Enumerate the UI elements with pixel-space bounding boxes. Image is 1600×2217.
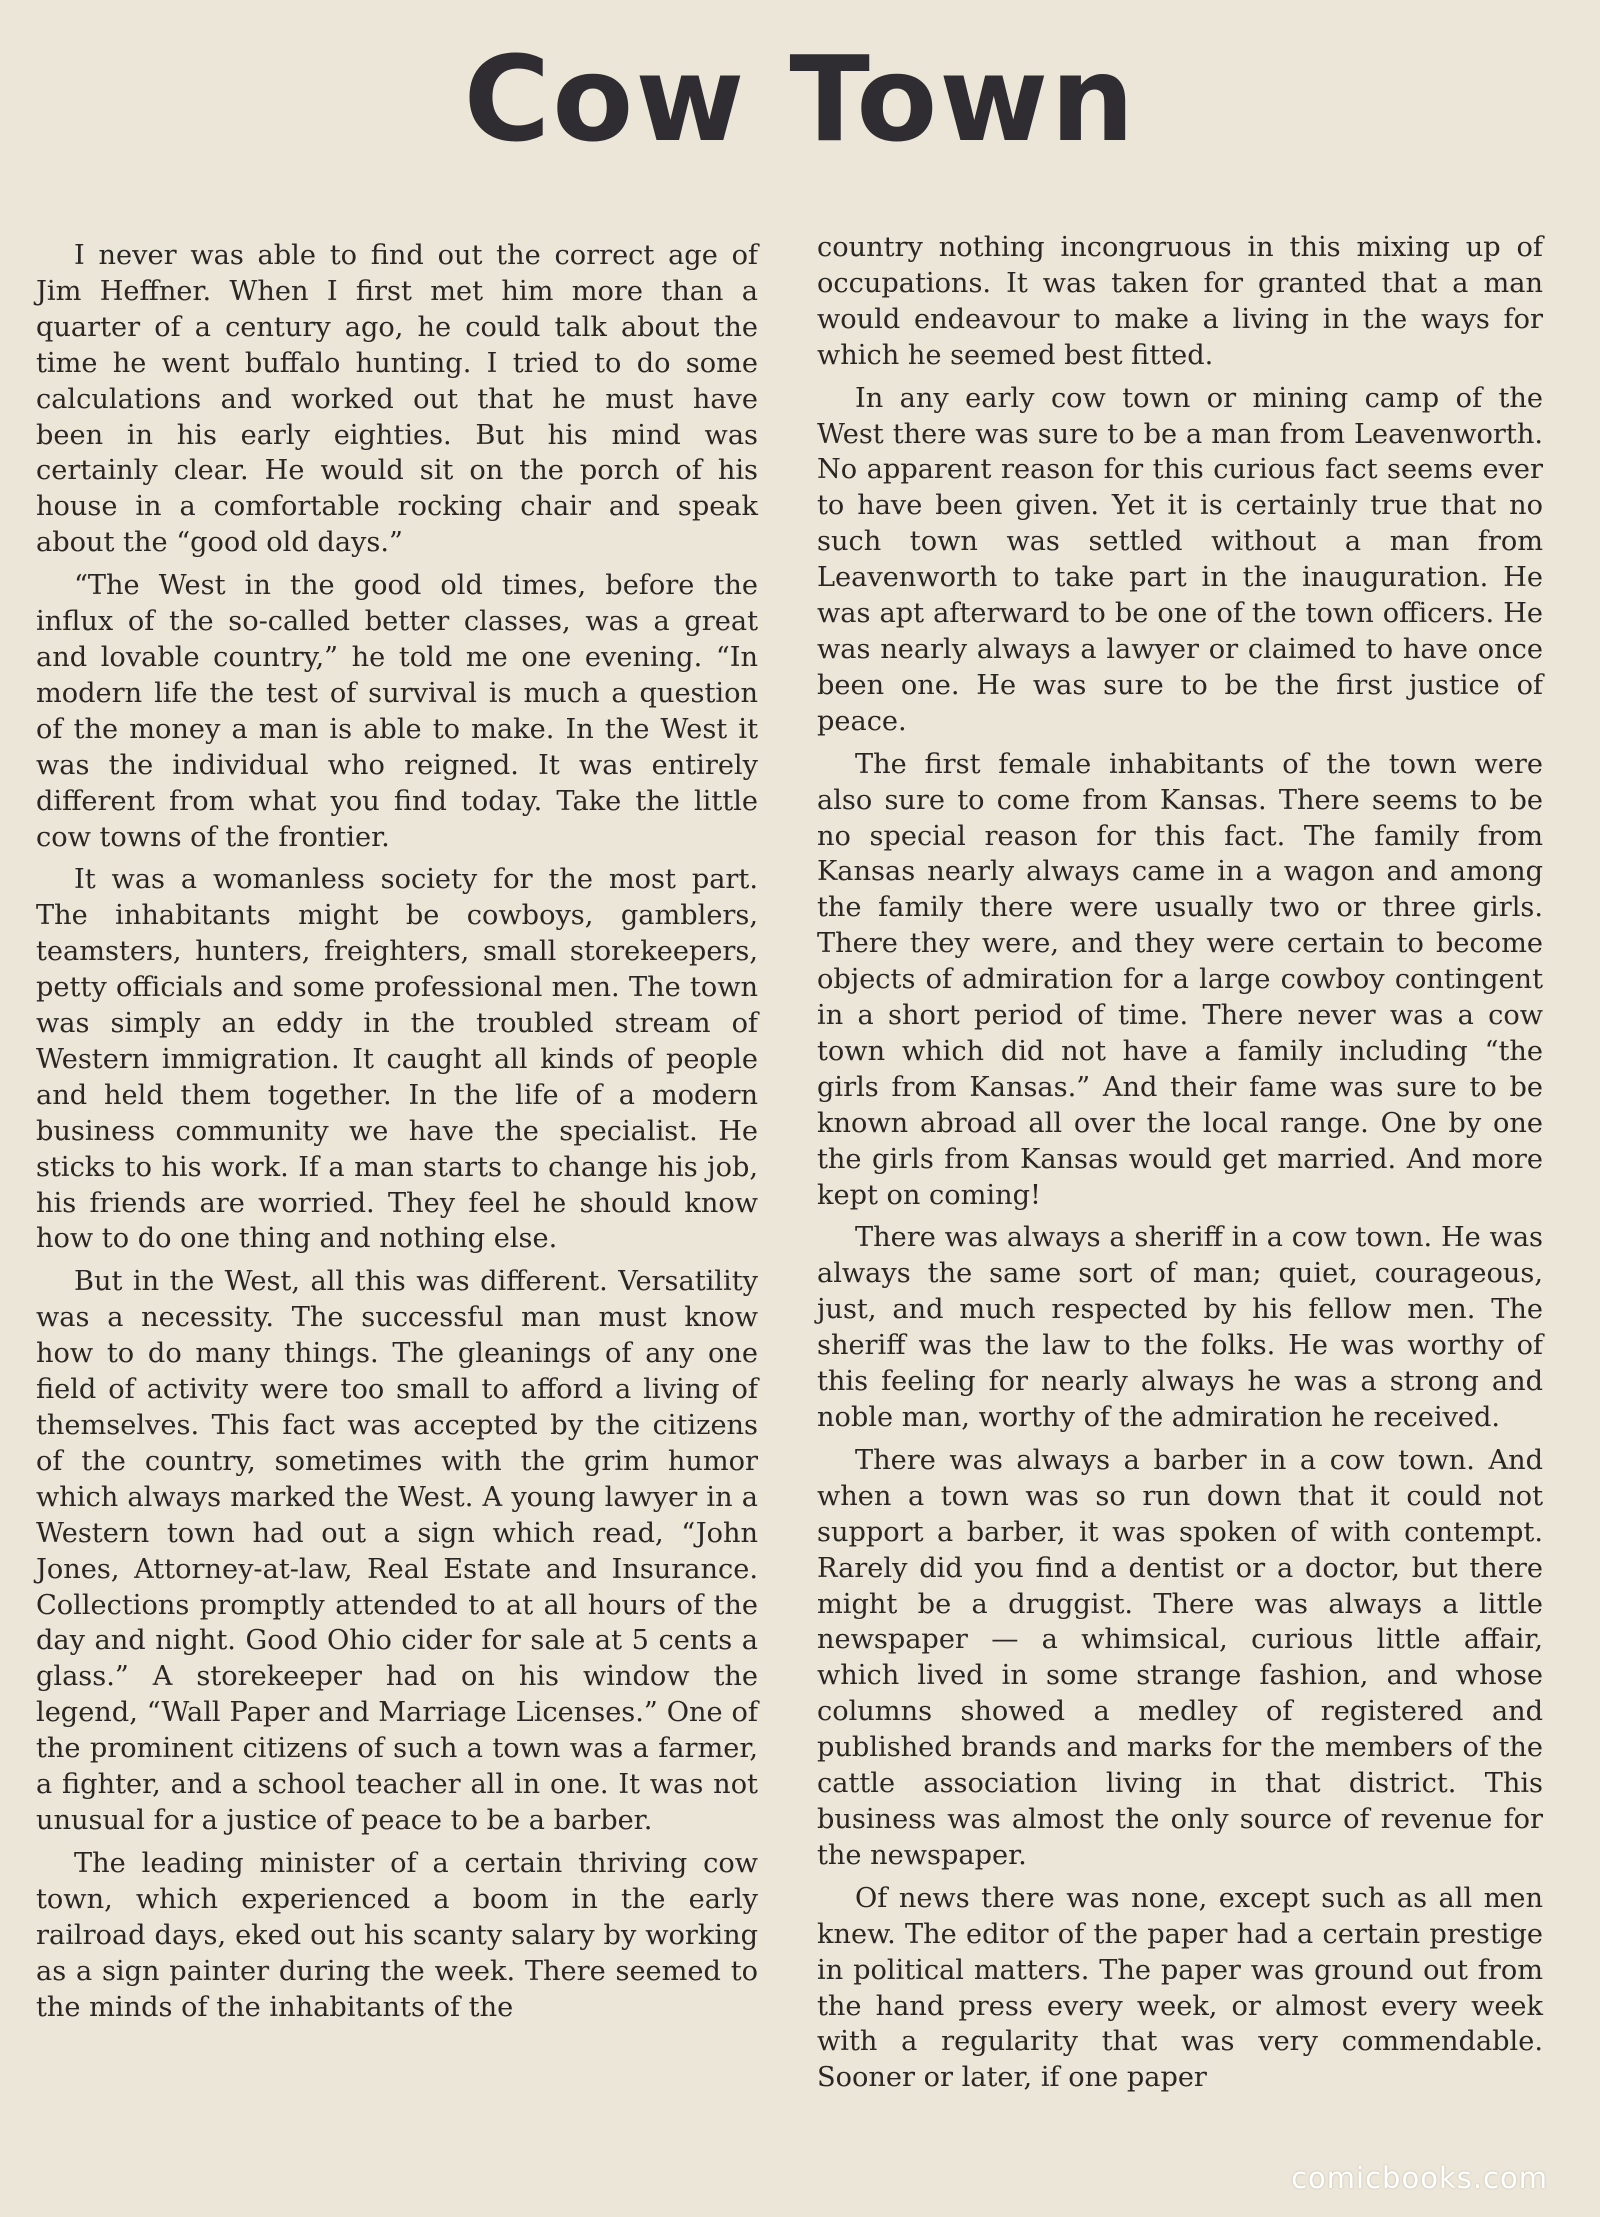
site-watermark: comicbooks.com [1291, 2161, 1548, 2195]
paragraph: The first female inhabitants of the town were also sure to come from Kansas. There seems to be no special reason for this fact. The family from Kansas nearly always came in a wagon and among the family there were usually two or three girls. There they were, and they were certain to become objects of admiration for a large cowboy contingent in a short period of time. There never was a cow town which did not have a family including “the girls from Kansas.” And their fame was sure to be known abroad all over the local range. One by one the girls from Kansas would get married. And more kept on coming! [817, 748, 1543, 1211]
paragraph: In any early cow town or mining camp of the West there was sure to be a man from Leavenworth. No apparent reason for this curious fact seems ever to have been given. Yet it is certainly true that no such town was settled without a man from Leavenworth to take part in the inauguration. He was apt afterward to be one of the town officers. He was nearly always a lawyer or claimed to have once been one. He was sure to be the first justice of peace. [817, 382, 1543, 737]
paragraph: I never was able to find out the correct age of Jim Heffner. When I first met him more than a quarter of a century ago, he could talk about the time he went buffalo hunting. I tried to do some calculations and worked out that he must have been in his early eighties. But his mind was certainly clear. He would sit on the porch of his house in a comfortable rocking chair and speak about the “good old days.” [36, 240, 758, 559]
paragraph: Of news there was none, except such as all men knew. The editor of the paper had a certain prestige in political matters. The paper was ground out from the hand press every week, or almost every week with a regularity that was very commendable. Sooner or later, if one paper [817, 1882, 1543, 2094]
paragraph-continuation: country nothing incongruous in this mixing up of occupations. It was taken for granted that a man would endeavour to make a living in the ways for which he seemed best fitted. [817, 232, 1543, 371]
paragraph: There was always a sheriff in a cow town. He was always the same sort of man; quiet, courageous, just, and much respected by his fellow men. The sheriff was the law to the folks. He was worthy of this feeling for nearly always he was a strong and noble man, worthy of the admiration he received. [817, 1222, 1543, 1433]
paragraph: “The West in the good old times, before the influx of the so-called better classes, was a great and lovable country,” he told me one evening. “In modern life the test of survival is much a question of the money a man is able to make. In the West it was the individual who reigned. It was entirely different from what you find today. Take the little cow towns of the frontier. [36, 570, 758, 853]
paragraph: There was always a barber in a cow town. And when a town was so run down that it could not support a barber, it was spoken of with contempt. Rarely did you find a dentist or a doctor, but there might be a druggist. There was always a little newspaper — a whimsical, curious little affair, which lived in some strange fashion, and whose columns showed a medley of registered and published brands and marks for the members of the cattle association living in that district. This business was almost the only source of revenue for the newspaper. [817, 1444, 1543, 1871]
paragraph: The leading minister of a certain thriving cow town, which experienced a boom in the early railroad days, eked out his scanty salary by working as a sign painter during the week. There seemed to the minds of the inhabitants of the [36, 1847, 758, 2023]
right-column [817, 230, 1543, 2103]
article-title: Cow Town [463, 30, 1137, 168]
paragraph: But in the West, all this was different. Versatility was a necessity. The successful man must know how to do many things. The gleanings of any one field of activity were too small to afford a living of themselves. This fact was accepted by the citizens of the country, sometimes with the grim humor which always marked the West. A young lawyer in a Western town had out a sign which read, “John Jones, Attorney-at-law, Real Estate and Insurance. Collections promptly attended to at all hours of the day and night. Good Ohio cider for sale at 5 cents a glass.” A storekeeper had on his window the legend, “Wall Paper and Marriage Licenses.” One of the prominent citizens of such a town was a farmer, a fighter, and a school teacher all in one. It was not unusual for a justice of peace to be a barber. [36, 1266, 758, 1836]
paragraph: It was a womanless society for the most part. The inhabitants might be cowboys, gamblers, teamsters, hunters, freighters, small storekeepers, petty officials and some professional men. The town was simply an eddy in the troubled stream of Western immigration. It caught all kinds of people and held them together. In the life of a modern business community we have the specialist. He sticks to his work. If a man starts to change his job, his friends are worried. They feel he should know how to do one thing and nothing else. [36, 864, 758, 1255]
left-column [36, 238, 758, 2032]
